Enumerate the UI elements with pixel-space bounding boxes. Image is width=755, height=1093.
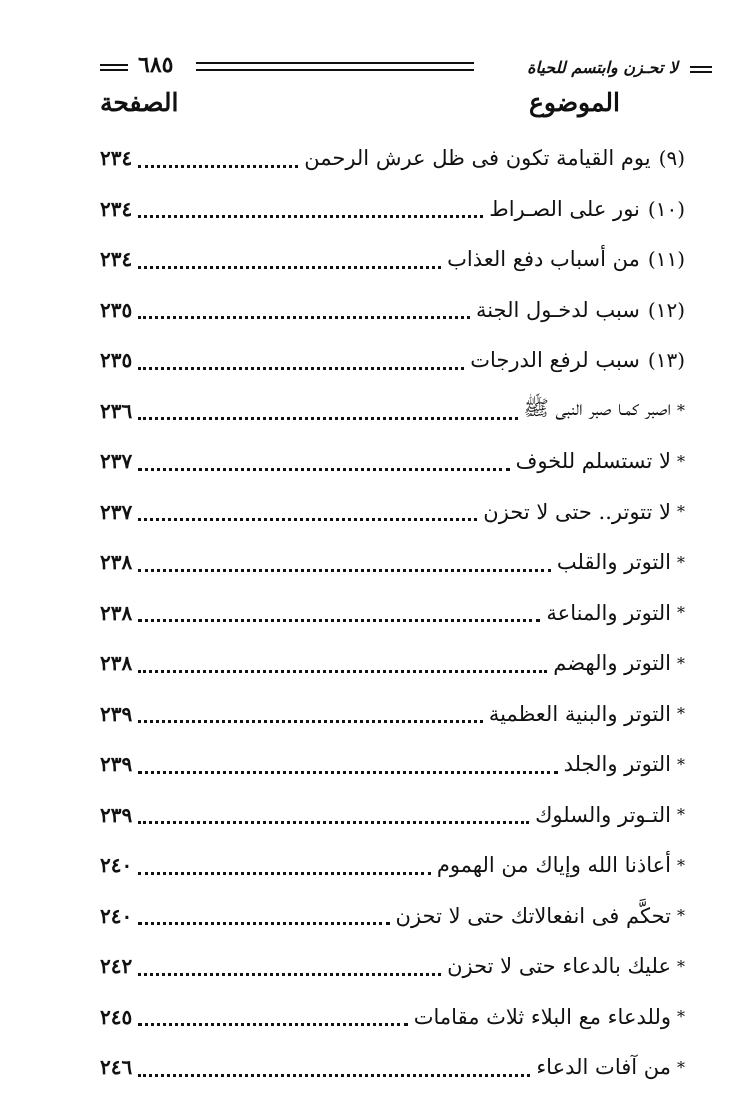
asterisk-bullet: * xyxy=(677,451,685,471)
dot-leader xyxy=(138,266,441,269)
dot-leader xyxy=(138,417,517,420)
dot-leader xyxy=(138,569,551,572)
entry-page-number: ٢٣٤ xyxy=(100,146,133,171)
asterisk-bullet: * xyxy=(677,1057,685,1077)
toc-entry[interactable] xyxy=(100,941,685,992)
asterisk-bullet: * xyxy=(677,906,685,926)
entry-page-number: ٢٣٧ xyxy=(100,499,133,524)
entry-page-number: ٢٤٠ xyxy=(100,853,133,878)
entry-number: (١٠) xyxy=(647,196,685,221)
dot-leader xyxy=(138,619,540,622)
table-of-contents xyxy=(100,133,685,1093)
entry-page-number: ٢٣٥ xyxy=(100,348,133,373)
toc-entry[interactable] xyxy=(100,335,685,386)
entry-page-number: ٢٣٤ xyxy=(100,247,133,272)
toc-entry[interactable] xyxy=(100,739,685,790)
entry-title: اصبر كمـا صبر النبى ﷺ xyxy=(523,396,671,421)
dot-leader xyxy=(138,1074,530,1077)
dot-leader xyxy=(138,215,483,218)
dot-leader xyxy=(138,518,477,521)
entry-title: عليك بالدعاء حتى لا تحزن xyxy=(447,954,671,979)
entry-title: من آفات الدعاء xyxy=(536,1055,671,1080)
entry-number: (٩) xyxy=(658,146,685,171)
dot-leader xyxy=(138,922,389,925)
toc-entry[interactable] xyxy=(100,234,685,285)
entry-title: من أسباب دفع العذاب xyxy=(447,247,640,272)
entry-title: وللدعاء مع البلاء ثلاث مقامات xyxy=(413,1004,671,1029)
entry-number: (١٢) xyxy=(647,297,685,322)
entry-title: التوتر والجلد xyxy=(563,752,671,777)
entry-page-number: ٢٤٢ xyxy=(100,954,133,979)
asterisk-bullet: * xyxy=(677,805,685,825)
entry-title: يوم القيامة تكون فى ظل عرش الرحمن xyxy=(304,146,651,171)
toc-entry[interactable] xyxy=(100,436,685,487)
toc-entry[interactable] xyxy=(100,386,685,437)
toc-entry[interactable] xyxy=(100,1042,685,1093)
entry-page-number: ٢٣٨ xyxy=(100,550,133,575)
entry-title: لا تستسلم للخوف xyxy=(515,449,671,474)
asterisk-bullet: * xyxy=(677,704,685,724)
dot-leader xyxy=(138,771,557,774)
entry-title: التوتر والبنية العظمية xyxy=(488,701,671,726)
asterisk-bullet: * xyxy=(677,855,685,875)
asterisk-bullet: * xyxy=(677,502,685,522)
dot-leader xyxy=(138,367,464,370)
toc-entry[interactable] xyxy=(100,689,685,740)
entry-page-number: ٢٣٨ xyxy=(100,600,133,625)
entry-page-number: ٢٤٥ xyxy=(100,1004,133,1029)
toc-entry[interactable] xyxy=(100,992,685,1043)
toc-entry[interactable] xyxy=(100,285,685,336)
header-dash-left xyxy=(100,64,128,71)
dot-leader xyxy=(138,670,547,673)
entry-title: تحكَّم فى انفعالاتك حتى لا تحزن xyxy=(395,903,671,928)
toc-entry[interactable] xyxy=(100,537,685,588)
asterisk-bullet: * xyxy=(677,1007,685,1027)
toc-entry[interactable] xyxy=(100,891,685,942)
asterisk-bullet: * xyxy=(677,603,685,623)
asterisk-bullet: * xyxy=(677,754,685,774)
column-heading-topic: الموضوع xyxy=(529,88,620,117)
entry-number: (١١) xyxy=(647,247,685,272)
asterisk-bullet: * xyxy=(677,653,685,673)
entry-page-number: ٢٣٩ xyxy=(100,701,133,726)
entry-title: التوتر والقلب xyxy=(556,550,671,575)
asterisk-bullet: * xyxy=(677,956,685,976)
toc-entry[interactable] xyxy=(100,638,685,689)
dot-leader xyxy=(138,973,441,976)
entry-title: التوتر والهضم xyxy=(553,651,671,676)
toc-entry[interactable] xyxy=(100,840,685,891)
entry-title: سبب لرفع الدرجات xyxy=(470,348,640,373)
entry-page-number: ٢٣٩ xyxy=(100,802,133,827)
entry-page-number: ٢٣٧ xyxy=(100,449,133,474)
toc-entry[interactable] xyxy=(100,790,685,841)
entry-title: التـوتر والسلوك xyxy=(535,802,671,827)
book-title: لا تحـزن وابتسم للحياة xyxy=(527,58,678,77)
dot-leader xyxy=(138,821,529,824)
entry-page-number: ٢٤٦ xyxy=(100,1055,133,1080)
asterisk-bullet: * xyxy=(677,401,685,421)
toc-entry[interactable] xyxy=(100,184,685,235)
running-header xyxy=(0,50,755,86)
dot-leader xyxy=(138,1023,408,1026)
entry-page-number: ٢٣٥ xyxy=(100,297,133,322)
entry-page-number: ٢٣٤ xyxy=(100,196,133,221)
entry-title: التوتر والمناعة xyxy=(546,600,671,625)
header-rule xyxy=(196,62,474,71)
toc-entry[interactable] xyxy=(100,133,685,184)
entry-number: (١٣) xyxy=(647,348,685,373)
entry-title: نور على الصـراط xyxy=(489,196,640,221)
entry-page-number: ٢٣٨ xyxy=(100,651,133,676)
dot-leader xyxy=(138,165,298,168)
dot-leader xyxy=(138,316,470,319)
entry-title: سبب لدخـول الجنة xyxy=(475,297,640,322)
page-number: ٦٨٥ xyxy=(138,52,174,78)
dot-leader xyxy=(138,872,431,875)
asterisk-bullet: * xyxy=(677,552,685,572)
toc-entry[interactable] xyxy=(100,487,685,538)
header-dash-right xyxy=(690,66,712,73)
entry-page-number: ٢٣٩ xyxy=(100,752,133,777)
entry-title: أعاذنا الله وإياك من الهموم xyxy=(436,853,671,878)
entry-title: لا تتوتر.. حتى لا تحزن xyxy=(483,499,671,524)
entry-page-number: ٢٣٦ xyxy=(100,398,133,423)
toc-entry[interactable] xyxy=(100,588,685,639)
entry-page-number: ٢٤٠ xyxy=(100,903,133,928)
column-heading-page: الصفحة xyxy=(100,88,179,117)
dot-leader xyxy=(138,468,509,471)
dot-leader xyxy=(138,720,483,723)
